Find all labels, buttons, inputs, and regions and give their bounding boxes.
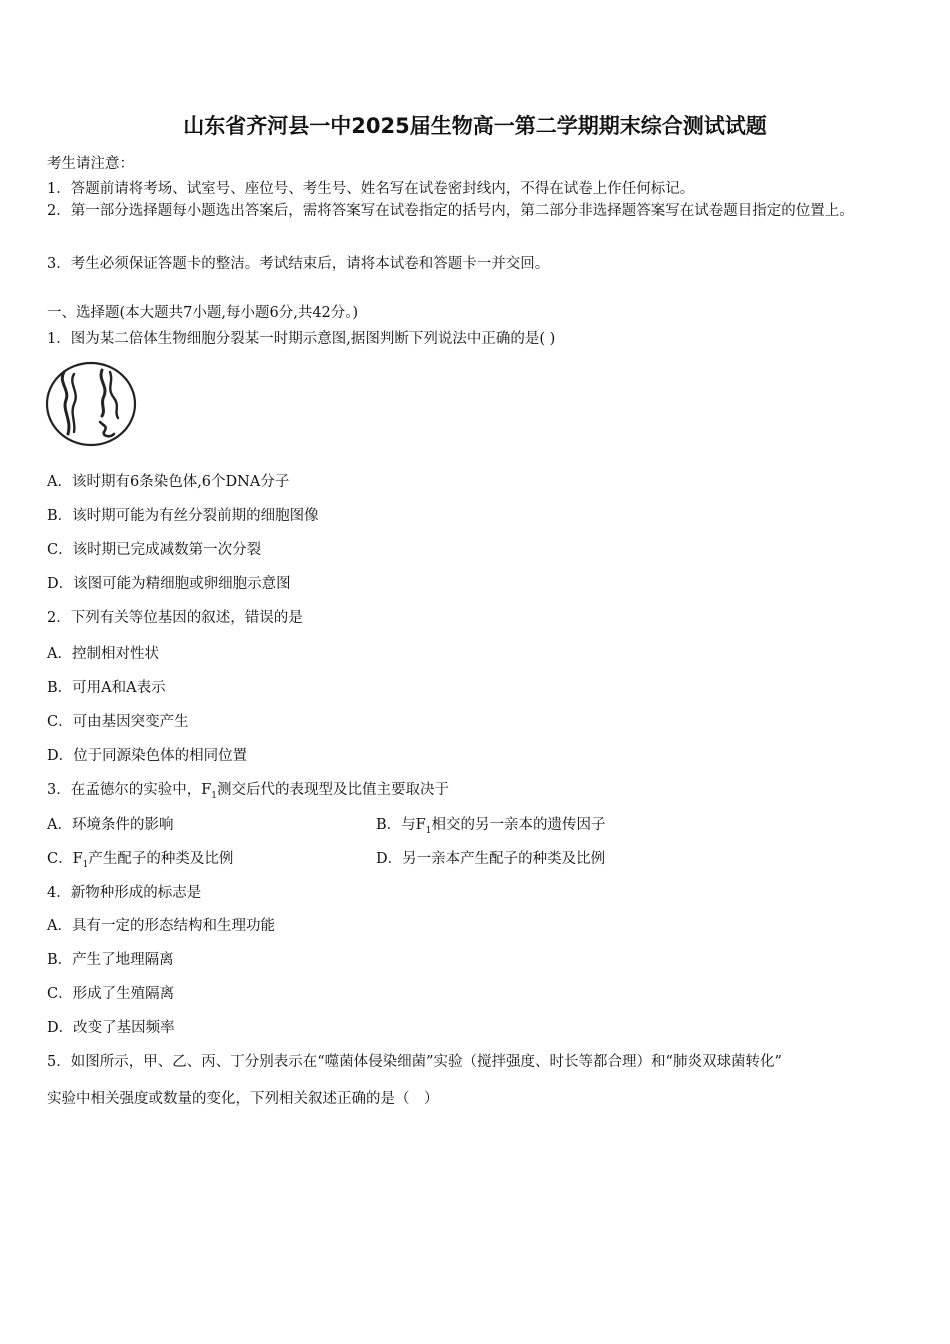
q4-option-b: B．产生了地理隔离 <box>47 952 174 968</box>
subscript: 1 <box>82 859 89 870</box>
question-stem: 下列有关等位基因的叙述，错误的是 <box>70 610 303 626</box>
question-number: 4． <box>47 885 71 901</box>
chromosome-3 <box>101 370 105 416</box>
section-heading: 一、选择题(本大题共7小题,每小题6分,共42分。) <box>47 305 359 321</box>
question-number: 5． <box>47 1054 71 1070</box>
option-text: C．F <box>47 851 83 867</box>
notice-heading: 考生请注意： <box>47 156 134 172</box>
notice-item-2: 2．第一部分选择题每小题选出答案后，需将答案写在试卷指定的括号内，第二部分非选择题答案写在试卷题目指定的位置上。 <box>47 203 854 219</box>
question-stem: 如图所示，甲、乙、丙、丁分别表示在“噬菌体侵染细菌”实验（搅拌强度、时长等都合理）和“肺炎双球菌转化” <box>70 1054 782 1070</box>
option-text: B．与F <box>376 817 426 833</box>
q3-option-a: A．环境条件的影响 <box>47 817 174 833</box>
chromosome-2 <box>72 374 75 432</box>
question-stem-post: 测交后代的表现型及比值主要取决于 <box>217 782 450 798</box>
question-5-continued: 实验中相关强度或数量的变化，下列相关叙述正确的是（ ） <box>47 1091 439 1107</box>
subscript: 1 <box>211 790 218 801</box>
q2-option-c: C．可由基因突变产生 <box>47 714 189 730</box>
question-number: 3． <box>47 782 71 798</box>
page-title: 山东省齐河县一中2025届生物高一第二学期期末综合测试试题 <box>183 114 767 138</box>
q1-option-d: D．该图可能为精细胞或卵细胞示意图 <box>47 576 291 592</box>
q2-option-d: D．位于同源染色体的相同位置 <box>47 748 248 764</box>
notice-item-3: 3．考生必须保证答题卡的整洁。考试结束后，请将本试卷和答题卡一并交回。 <box>47 256 550 272</box>
question-5 <box>47 1050 782 1071</box>
question-3 <box>47 778 449 801</box>
q2-option-a: A．控制相对性状 <box>47 646 159 662</box>
subscript: 1 <box>425 825 432 836</box>
question-stem-pre: 在孟德尔的实验中，F <box>70 782 212 798</box>
question-number: 2． <box>47 610 71 626</box>
chromosome-5 <box>100 422 114 436</box>
notice-item-1: 1．答题前请将考场、试室号、座位号、考生号、姓名写在试卷密封线内，不得在试卷上作任何标记。 <box>47 181 695 197</box>
cell-division-figure <box>44 360 138 448</box>
question-stem: 图为某二倍体生物细胞分裂某一时期示意图,据图判断下列说法中正确的是( ) <box>70 331 556 347</box>
q4-option-d: D．改变了基因频率 <box>47 1020 175 1036</box>
question-2 <box>47 606 303 627</box>
chromosome-4 <box>110 372 118 418</box>
q1-option-a: A．该时期有6条染色体,6个DNA分子 <box>47 474 290 490</box>
q2-option-b: B．可用A和A表示 <box>47 680 166 696</box>
question-1 <box>47 327 555 348</box>
option-text: 相交的另一亲本的遗传因子 <box>431 817 606 833</box>
question-4 <box>47 881 201 902</box>
cell-membrane <box>47 363 135 445</box>
q3-option-d: D．另一亲本产生配子的种类及比例 <box>376 851 606 867</box>
q4-option-a: A．具有一定的形态结构和生理功能 <box>47 918 275 934</box>
q1-option-c: C．该时期已完成减数第一次分裂 <box>47 542 262 558</box>
q4-option-c: C．形成了生殖隔离 <box>47 986 175 1002</box>
q3-option-b <box>376 813 605 836</box>
question-stem: 新物种形成的标志是 <box>70 885 202 901</box>
option-text: 产生配子的种类及比例 <box>88 851 234 867</box>
question-number: 1． <box>47 331 71 347</box>
chromosome-1 <box>62 372 69 434</box>
q3-option-c <box>47 847 233 870</box>
q1-option-b: B．该时期可能为有丝分裂前期的细胞图像 <box>47 508 319 524</box>
